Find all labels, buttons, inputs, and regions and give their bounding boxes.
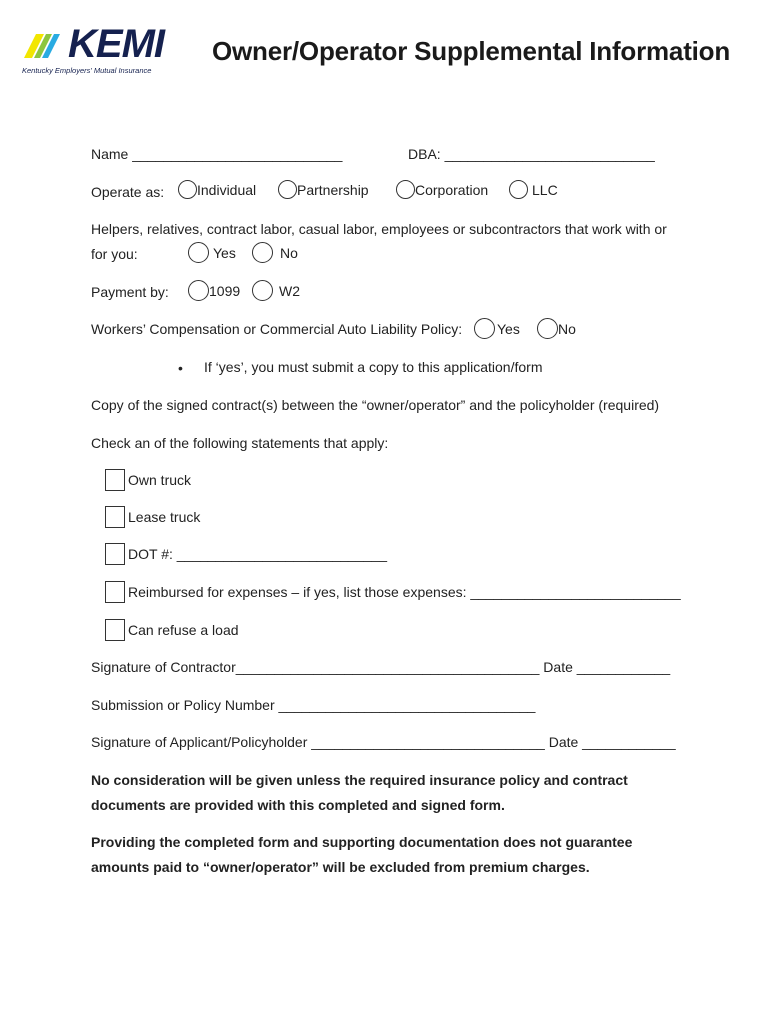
submission-number-line[interactable]: Submission or Policy Number _________________________________ [91,697,536,713]
option-label: Individual [197,181,257,198]
operate-partnership-option[interactable] [278,180,369,199]
form-title: Owner/Operator Supplemental Information [212,36,731,66]
radio-llc[interactable] [509,180,528,199]
option-label: W2 [279,282,300,299]
radio-wc-no[interactable] [537,318,558,339]
option-label: Partnership [297,181,369,198]
checkbox[interactable] [105,543,125,565]
radio-helpers-yes[interactable] [188,242,209,263]
radio-w2[interactable] [252,280,273,301]
check-label: DOT #: ___________________________ [128,546,387,562]
contractor-signature-line[interactable]: Signature of Contractor_______________________________________ Date ____________ [91,659,671,675]
check-label: Can refuse a load [128,622,239,638]
operate-individual-option[interactable] [178,180,256,199]
checkbox[interactable] [105,469,125,491]
bullet-note: If ‘yes’, you must submit a copy to this application/form [204,359,543,375]
check-reimbursed[interactable] [105,581,681,603]
option-label: No [558,320,576,337]
helpers-no-option[interactable] [252,242,298,263]
helpers-question-cont: for you: [91,246,138,262]
payment-1099-option[interactable] [188,280,240,301]
radio-individual[interactable] [178,180,197,199]
applicant-signature-line[interactable]: Signature of Applicant/Policyholder ______________________________ Date ____________ [91,734,676,750]
radio-wc-yes[interactable] [474,318,495,339]
radio-1099[interactable] [188,280,209,301]
bullet-icon: • [178,360,183,376]
payment-label: Payment by: [91,284,169,300]
option-label: Yes [213,244,236,261]
radio-helpers-no[interactable] [252,242,273,263]
radio-corporation[interactable] [396,180,415,199]
check-lease-truck[interactable] [105,506,200,528]
name-field[interactable]: Name ___________________________ [91,146,343,162]
checkbox[interactable] [105,619,125,641]
checklist-heading: Check an of the following statements that apply: [91,435,389,451]
option-label: Yes [497,320,520,337]
kemi-logo [22,24,172,80]
notice-1-line-2: documents are provided with this completed and signed form. [91,797,505,813]
logo-mark-icon [22,28,70,64]
notice-1-line-1: No consideration will be given unless the required insurance policy and contract [91,772,628,788]
helpers-question: Helpers, relatives, contract labor, casual labor, employees or subcontractors that work with or [91,221,667,237]
operate-as-label: Operate as: [91,184,165,200]
logo-wordmark: KEMI [68,22,164,66]
workers-comp-no-option[interactable] [537,318,576,339]
notice-2-line-2: amounts paid to “owner/operator” will be excluded from premium charges. [91,859,590,875]
helpers-yes-option[interactable] [188,242,236,263]
workers-comp-question: Workers’ Compensation or Commercial Auto Liability Policy: [91,321,463,337]
check-dot-number[interactable] [105,543,387,565]
option-label: No [280,244,298,261]
option-label: 1099 [209,282,241,299]
option-label: Corporation [415,181,489,198]
payment-w2-option[interactable] [252,280,300,301]
contract-copy-note: Copy of the signed contract(s) between the “owner/operator” and the policyholder (required) [91,397,660,413]
option-label: LLC [532,181,558,198]
notice-2-line-1: Providing the completed form and supporting documentation does not guarantee [91,834,633,850]
operate-llc-option[interactable] [509,180,558,199]
check-label: Lease truck [128,509,201,525]
checkbox[interactable] [105,581,125,603]
radio-partnership[interactable] [278,180,297,199]
check-label: Own truck [128,472,192,488]
check-label: Reimbursed for expenses – if yes, list those expenses: ___________________________ [128,584,681,600]
operate-corporation-option[interactable] [396,180,488,199]
workers-comp-yes-option[interactable] [474,318,520,339]
checkbox[interactable] [105,506,125,528]
logo-tagline: Kentucky Employers' Mutual Insurance [22,66,152,75]
check-can-refuse[interactable] [105,619,239,641]
check-own-truck[interactable] [105,469,191,491]
dba-field[interactable]: DBA: ___________________________ [408,146,655,162]
